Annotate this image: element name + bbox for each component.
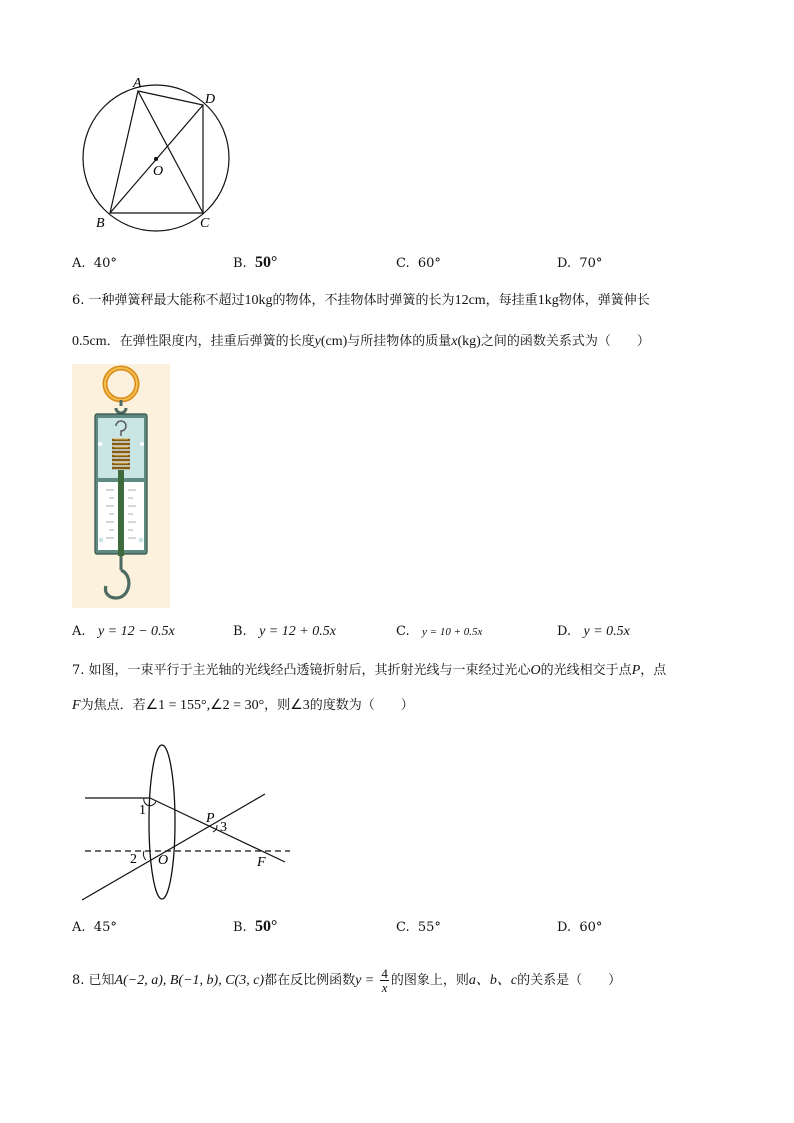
label-a: A [133, 76, 142, 91]
q6-line1: 6. 一种弹簧秤最大能称不超过10kg的物体，不挂物体时弹簧的长为12cm，每挂重1kg物体，弹簧伸长 [72, 293, 650, 308]
q8-fraction: $\frac{4}{x}$ [381, 966, 388, 995]
label-b: B [96, 216, 105, 231]
q7-line1: 7. 如图，一束平行于主光轴的光线经凸透镜折射后，其折射光线与一束经过光心O的光线相交于点P，点 [72, 663, 667, 678]
q7-option-a: A. 45° [72, 920, 117, 935]
label-c: C [200, 216, 210, 231]
spring-scale-image [72, 364, 170, 608]
q6-option-a: A. y = 12 − 0.5x [72, 624, 175, 639]
q5-option-c: C. 60° [396, 256, 441, 271]
angle-2-label: 2 [130, 852, 137, 867]
point-f-label: F [257, 855, 266, 870]
circle-figure [80, 75, 240, 235]
q6-option-b: B. y = 12 + 0.5x [233, 624, 336, 639]
q5-option-b: B. 50° [233, 254, 278, 271]
q7-option-c: C. 55° [396, 920, 441, 935]
angle-3-label: 3 [220, 820, 227, 835]
label-d: D [205, 92, 216, 107]
q7-option-b: B. 50° [233, 918, 278, 935]
q7-line2: F为焦点．若∠1 = 155°,∠2 = 30°，则∠3的度数为（ ） [72, 698, 414, 713]
point-o-label: O [158, 853, 169, 868]
angle-1-label: 1 [139, 803, 146, 818]
q5-option-d: D. 70° [557, 256, 603, 271]
label-o: O [153, 164, 164, 179]
q6-option-c: C. y = 10 + 0.5x [396, 624, 483, 639]
point-p-label: P [206, 811, 215, 826]
q6-option-d: D. y = 0.5x [557, 624, 630, 639]
q5-option-a: A. 40° [72, 256, 117, 271]
q8-points: A(−2, a), B(−1, b), C(3, c) [114, 973, 265, 988]
q7-option-d: D. 60° [557, 920, 603, 935]
q8-line: 8. 已知A(−2, a), B(−1, b), C(3, c)都在反比例函数y = $\frac{4}{x}$ 的图象上，则a、b、c的关系是（ ） [72, 966, 622, 995]
q6-line2: 0.5cm．在弹性限度内，挂重后弹簧的长度y(cm)与所挂物体的质量x(kg)之间的函数关系式为（ ） [72, 334, 650, 349]
lens-figure [80, 740, 300, 910]
